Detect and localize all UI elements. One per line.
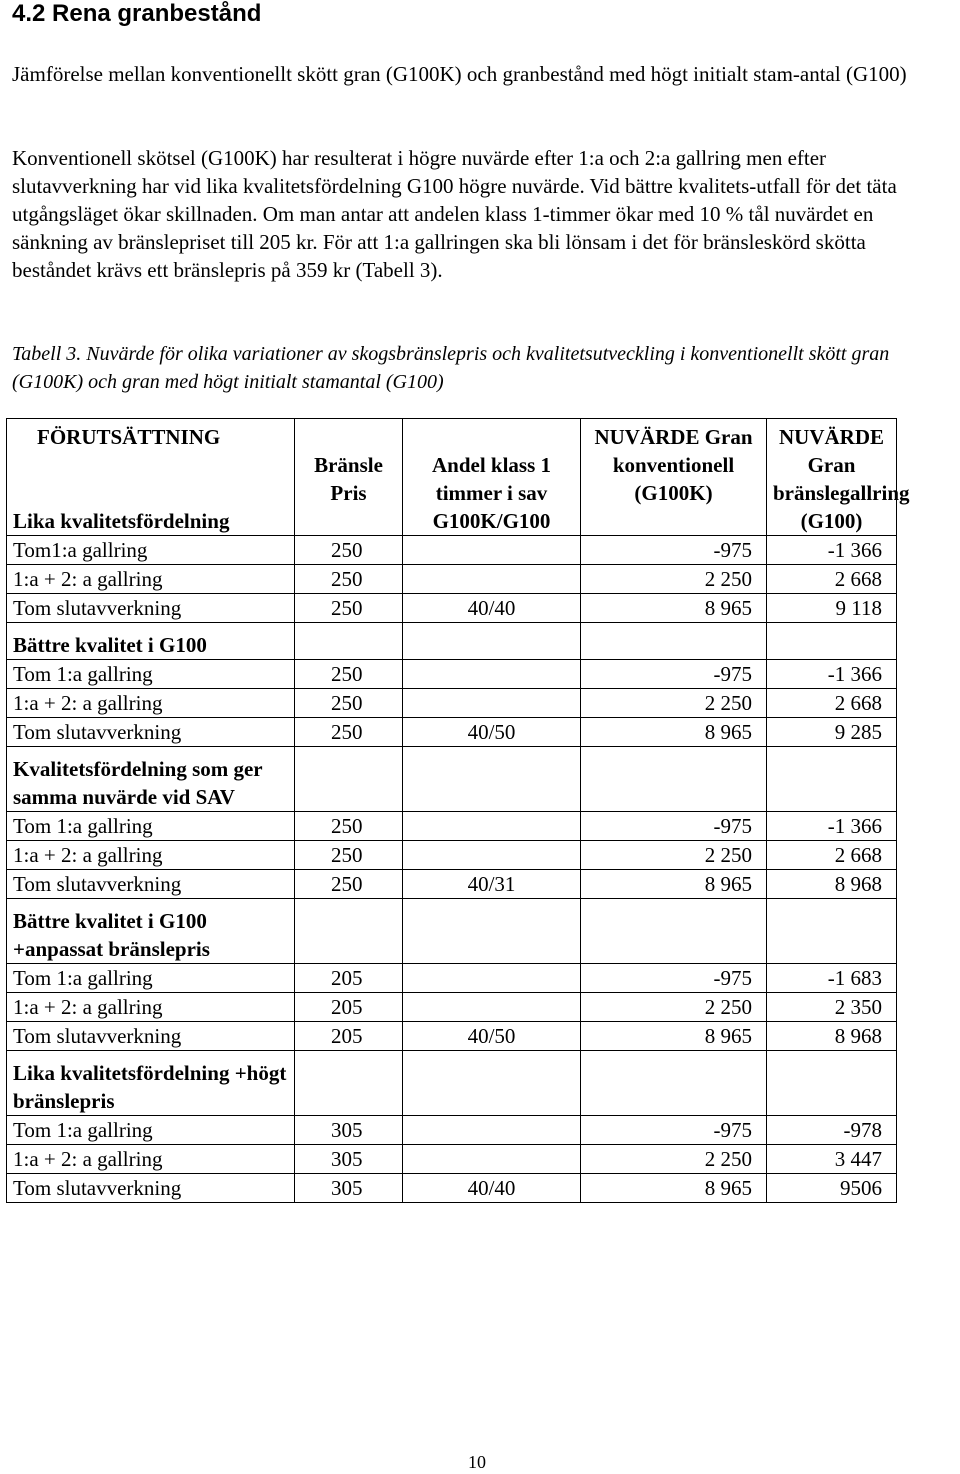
row-price: 305	[295, 1174, 403, 1203]
row-price: 250	[295, 841, 403, 870]
header-assumption-sub: Lika kvalitetsfördelning	[13, 509, 230, 533]
header-assumption-title: FÖRUTSÄTTNING	[37, 425, 221, 449]
row-value-g100k: 2 250	[581, 689, 767, 718]
row-label: 1:a + 2: a gallring	[7, 1145, 295, 1174]
row-label: Tom slutavverkning	[7, 594, 295, 623]
empty-cell	[581, 747, 767, 812]
row-value-g100: -1 366	[767, 660, 897, 689]
row-label: Tom 1:a gallring	[7, 964, 295, 993]
row-label: Tom 1:a gallring	[7, 812, 295, 841]
row-share: 40/40	[403, 594, 581, 623]
row-value-g100: 8 968	[767, 1022, 897, 1051]
row-value-g100k: 2 250	[581, 1145, 767, 1174]
empty-cell	[767, 623, 897, 660]
empty-cell	[295, 899, 403, 964]
empty-cell	[581, 1051, 767, 1116]
table-row	[7, 594, 897, 623]
empty-cell	[581, 899, 767, 964]
group-title: Bättre kvalitet i G100	[7, 623, 295, 660]
row-share	[403, 993, 581, 1022]
row-share	[403, 1145, 581, 1174]
empty-cell	[767, 747, 897, 812]
empty-cell	[581, 623, 767, 660]
row-price: 250	[295, 689, 403, 718]
table-row	[7, 841, 897, 870]
row-value-g100k: 8 965	[581, 594, 767, 623]
table-row	[7, 689, 897, 718]
row-label: Tom 1:a gallring	[7, 660, 295, 689]
row-label: Tom slutavverkning	[7, 1022, 295, 1051]
empty-cell	[403, 747, 581, 812]
row-price: 305	[295, 1145, 403, 1174]
header-share: Andel klass 1 timmer i sav G100K/G100	[403, 419, 581, 536]
row-price: 250	[295, 812, 403, 841]
empty-cell	[403, 623, 581, 660]
table-header-row	[7, 419, 897, 536]
row-price: 205	[295, 964, 403, 993]
empty-cell	[295, 1051, 403, 1116]
row-price: 205	[295, 993, 403, 1022]
row-label: Tom slutavverkning	[7, 718, 295, 747]
table-caption: Tabell 3. Nuvärde för olika variationer av skogsbränslepris och kvalitetsutveckling i konventionellt skött gran (G100K) och gran med högt initialt stamantal (G100)	[12, 343, 890, 393]
group-header-row	[7, 899, 897, 964]
row-share	[403, 841, 581, 870]
header-price: Bränsle Pris	[295, 419, 403, 536]
table-row	[7, 870, 897, 899]
header-g100: NUVÄRDE Gran bränslegallring (G100)	[767, 419, 897, 536]
row-share	[403, 689, 581, 718]
empty-cell	[767, 899, 897, 964]
row-share: 40/31	[403, 870, 581, 899]
table-row	[7, 1022, 897, 1051]
row-value-g100k: -975	[581, 536, 767, 565]
results-table	[6, 418, 910, 1203]
row-value-g100k: 2 250	[581, 993, 767, 1022]
row-value-g100: -1 366	[767, 536, 897, 565]
empty-cell	[767, 1051, 897, 1116]
row-value-g100: 9 118	[767, 594, 897, 623]
empty-cell	[403, 899, 581, 964]
table-row	[7, 660, 897, 689]
table-row	[7, 993, 897, 1022]
body-paragraph: Konventionell skötsel (G100K) har resulterat i högre nuvärde efter 1:a och 2:a gallring men efter slutavverkning har vid lika kvalitetsfördelning G100 högre nuvärde. Vid bättre kvalitets-utfall för det täta utgångsläget ökar skillnaden. Om man antar att andelen klass 1-timmer ökar med 10 % tål nuvärdet en sänkning av bränslepriset till 205 kr. För att 1:a gallringen ska bli lönsam i det för bränsleskörd skötta beståndet krävs ett bränslepris på 359 kr (Tabell 3).	[12, 146, 897, 282]
group-header-row	[7, 623, 897, 660]
empty-cell	[295, 623, 403, 660]
row-value-g100k: -975	[581, 1116, 767, 1145]
row-value-g100k: 2 250	[581, 841, 767, 870]
table-row	[7, 1116, 897, 1145]
row-share	[403, 1116, 581, 1145]
row-label: 1:a + 2: a gallring	[7, 841, 295, 870]
table-row	[7, 1174, 897, 1203]
row-value-g100: 2 668	[767, 689, 897, 718]
row-value-g100k: 2 250	[581, 565, 767, 594]
row-price: 250	[295, 594, 403, 623]
row-share: 40/50	[403, 1022, 581, 1051]
row-value-g100: 2 350	[767, 993, 897, 1022]
empty-cell	[403, 1051, 581, 1116]
header-g100k: NUVÄRDE Gran konventionell (G100K)	[581, 419, 767, 536]
table-row	[7, 536, 897, 565]
row-share	[403, 812, 581, 841]
row-value-g100: 9 285	[767, 718, 897, 747]
row-share	[403, 964, 581, 993]
row-value-g100k: -975	[581, 812, 767, 841]
page-number: 10	[468, 1452, 486, 1472]
table-row	[7, 964, 897, 993]
section-heading: 4.2 Rena granbestånd	[12, 0, 262, 27]
group-title: Bättre kvalitet i G100 +anpassat bränslepris	[7, 899, 295, 964]
empty-cell	[295, 747, 403, 812]
row-label: Tom slutavverkning	[7, 870, 295, 899]
row-label: 1:a + 2: a gallring	[7, 689, 295, 718]
row-value-g100: 2 668	[767, 565, 897, 594]
table-row	[7, 565, 897, 594]
row-share	[403, 536, 581, 565]
row-label: 1:a + 2: a gallring	[7, 565, 295, 594]
row-label: Tom1:a gallring	[7, 536, 295, 565]
row-value-g100k: 8 965	[581, 718, 767, 747]
table-row	[7, 718, 897, 747]
row-value-g100k: 8 965	[581, 1174, 767, 1203]
row-price: 250	[295, 565, 403, 594]
row-share: 40/50	[403, 718, 581, 747]
row-value-g100: -1 366	[767, 812, 897, 841]
group-title: Lika kvalitetsfördelning +högt bränslepris	[7, 1051, 295, 1116]
row-value-g100k: -975	[581, 660, 767, 689]
row-price: 250	[295, 536, 403, 565]
row-value-g100: 8 968	[767, 870, 897, 899]
row-price: 305	[295, 1116, 403, 1145]
row-share	[403, 660, 581, 689]
row-share: 40/40	[403, 1174, 581, 1203]
row-value-g100: 2 668	[767, 841, 897, 870]
row-price: 250	[295, 870, 403, 899]
row-price: 250	[295, 718, 403, 747]
table-row	[7, 812, 897, 841]
row-value-g100: 3 447	[767, 1145, 897, 1174]
row-value-g100k: -975	[581, 964, 767, 993]
row-value-g100: 9506	[767, 1174, 897, 1203]
header-assumption	[7, 419, 295, 536]
row-value-g100: -978	[767, 1116, 897, 1145]
row-price: 205	[295, 1022, 403, 1051]
row-value-g100k: 8 965	[581, 870, 767, 899]
row-price: 250	[295, 660, 403, 689]
group-header-row	[7, 1051, 897, 1116]
intro-paragraph: Jämförelse mellan konventionellt skött gran (G100K) och granbestånd med högt initialt stam-antal (G100)	[12, 62, 907, 86]
row-value-g100k: 8 965	[581, 1022, 767, 1051]
row-share	[403, 565, 581, 594]
row-label: 1:a + 2: a gallring	[7, 993, 295, 1022]
row-label: Tom 1:a gallring	[7, 1116, 295, 1145]
table-row	[7, 1145, 897, 1174]
group-header-row	[7, 747, 897, 812]
table-body	[7, 536, 897, 1203]
row-label: Tom slutavverkning	[7, 1174, 295, 1203]
group-title: Kvalitetsfördelning som ger samma nuvärde vid SAV	[7, 747, 295, 812]
row-value-g100: -1 683	[767, 964, 897, 993]
